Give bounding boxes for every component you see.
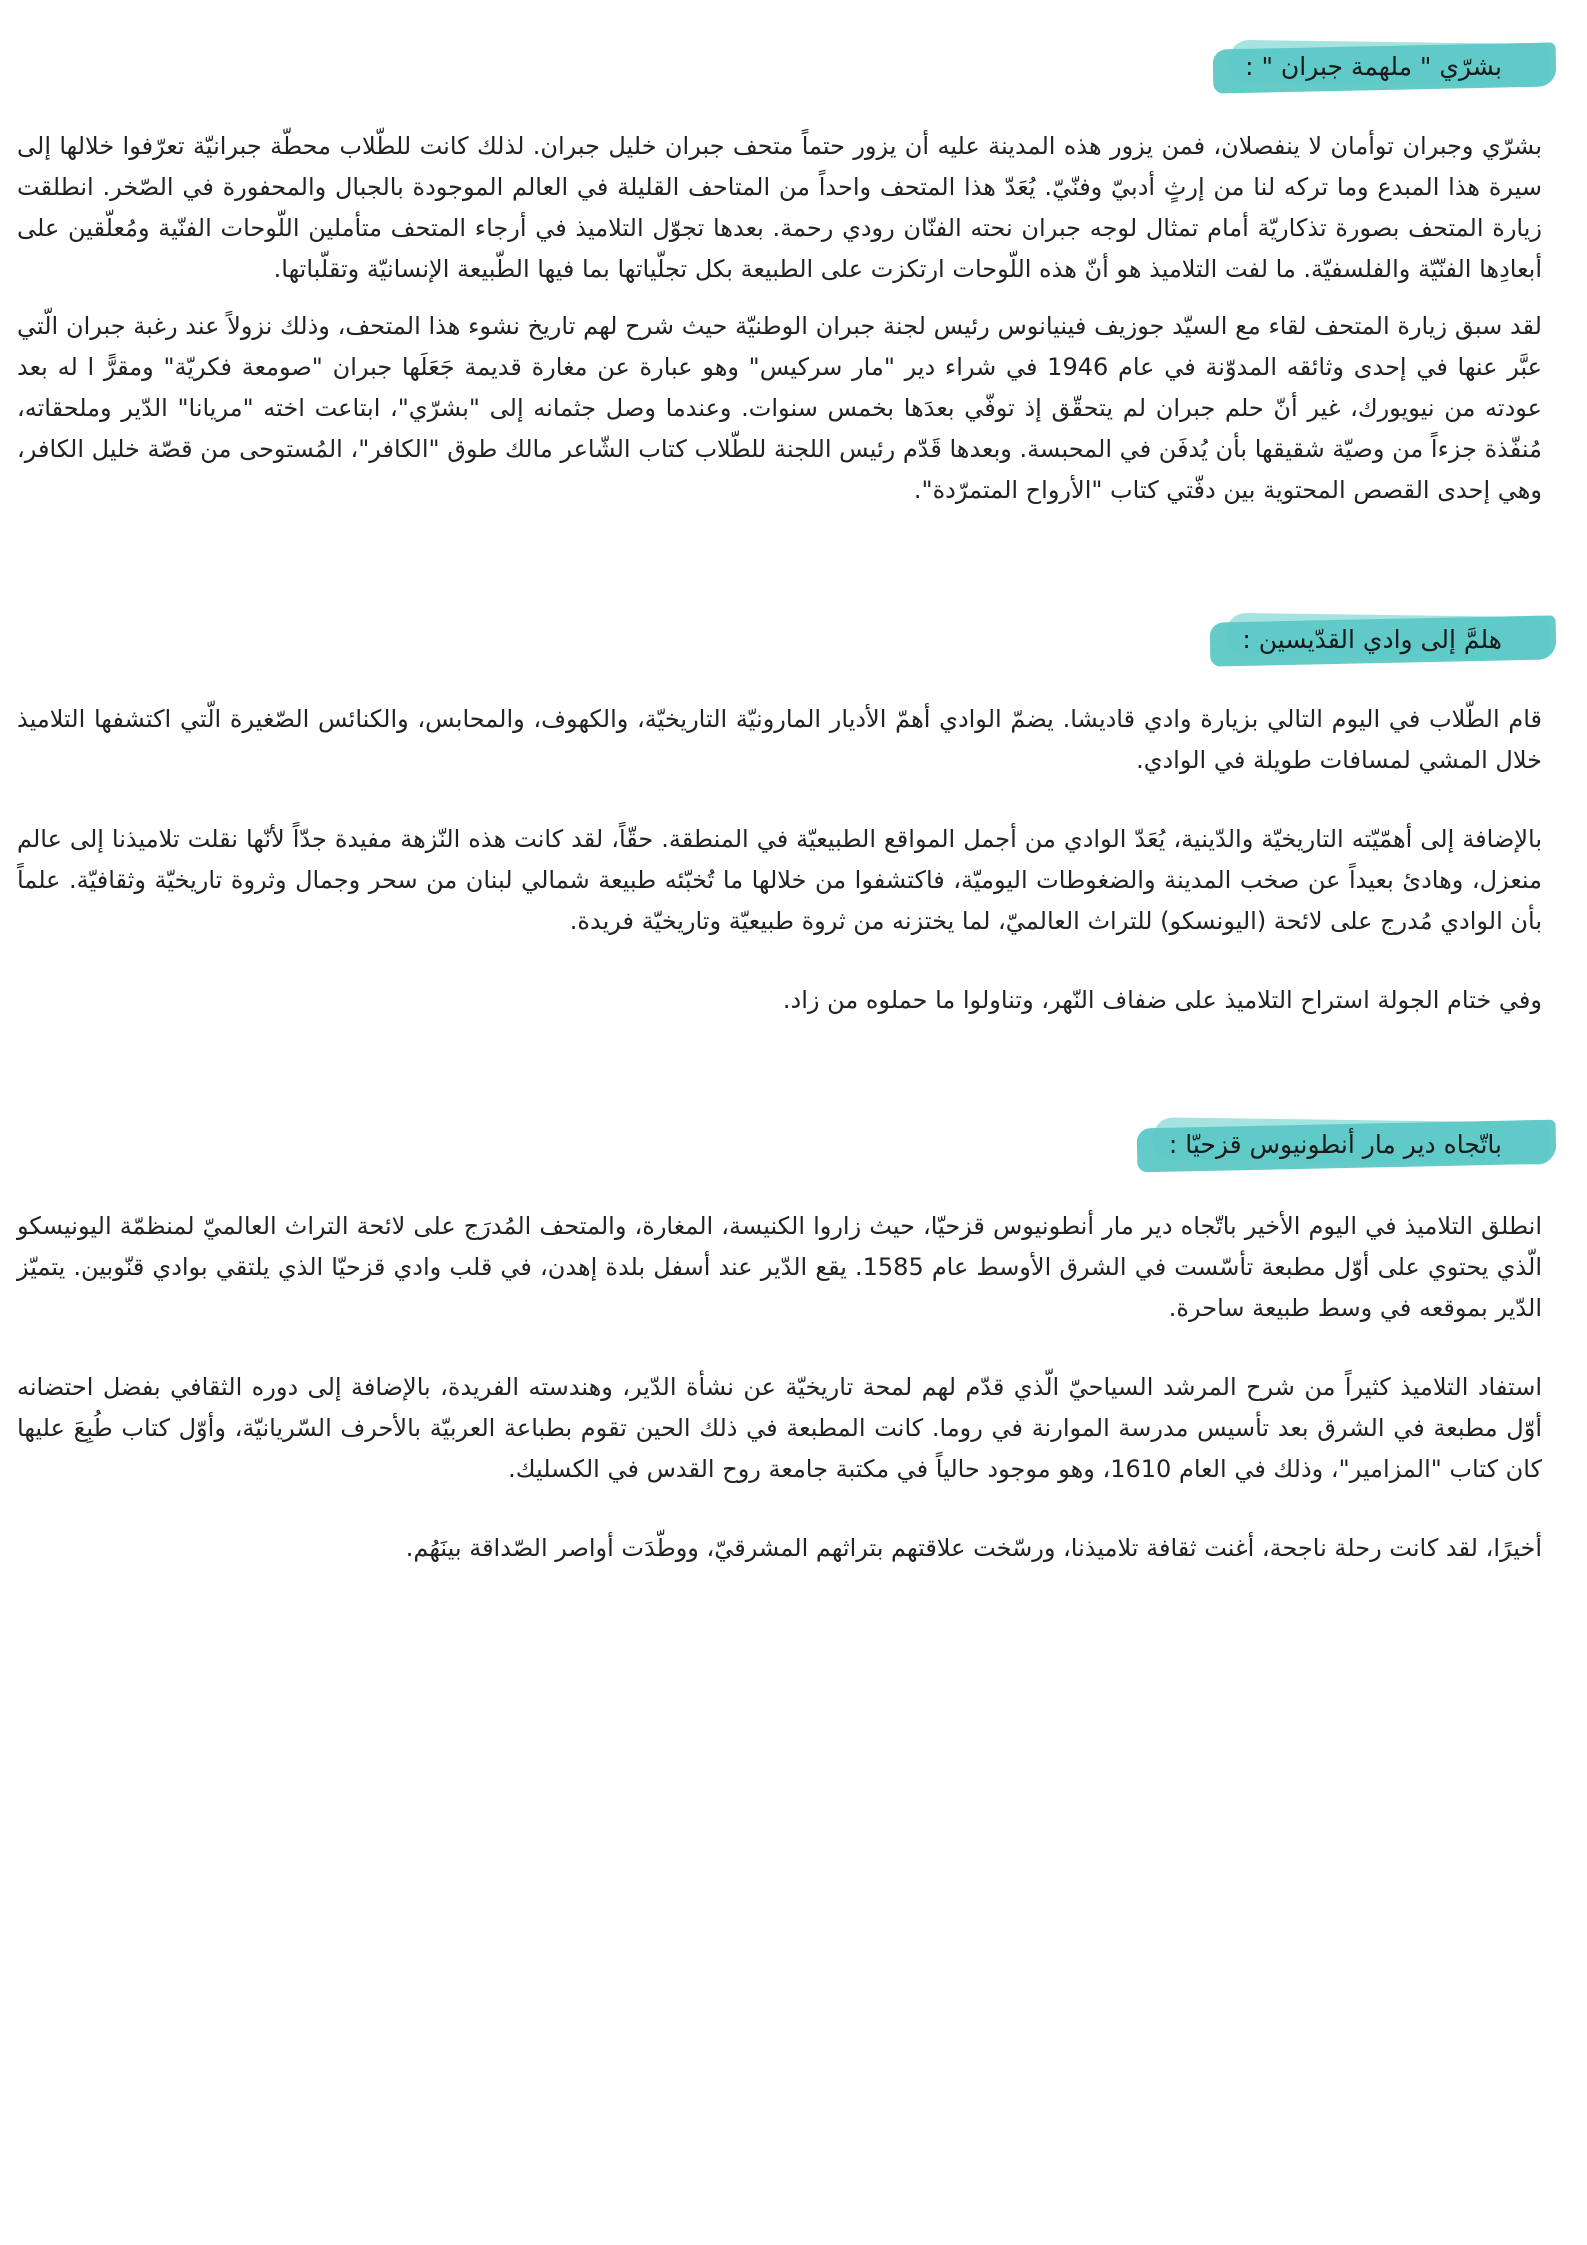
section-bsharri [17,42,1542,511]
paragraph: أخيرًا، لقد كانت رحلة ناجحة، أغنت ثقافة تلاميذنا، ورسّخت علاقتهم بتراثهم المشرقيّ، ووطّدَت أواصر الصّداقة بينَهُم. [405,1534,1542,1562]
section-qadisha [17,615,1542,1021]
paragraph: بشرّي وجبران توأمان لا ينفصلان، فمن يزور هذه المدينة عليه أن يزور حتماً متحف جبران خليل جبران. لذلك كانت للطّلاب محطّة جبرانيّة تعرّفوا خلالها إلى سيرة هذا المبدع وما تركه لنا من إرثٍ أدبيّ وفنّيّ. يُعَدّ هذا المتحف واحداً من المتاحف القليلة في العالم الموجودة بالجبال والمحفورة في الصّخر. انطلقت زيارة المتحف بصورة تذكاريّة أمام تمثال لوجه جبران نحته الفنّان رودي رحمة. بعدها تجوّل التلاميذ في أرجاء المتحف متأملين اللّوحات الفنّية ومُعلّقين على أبعادِها الفنّيّة والفلسفيّة. ما لفت التلاميذ هو أنّ هذه اللّوحات ارتكزت على الطبيعة بكل تجلّياتها بما فيها الطّبيعة الإنسانيّة وتقلّباتها. [17,132,1542,283]
paragraph: لقد سبق زيارة المتحف لقاء مع السيّد جوزيف فينيانوس رئيس لجنة جبران الوطنيّة حيث شرح لهم تاريخ نشوء هذا المتحف، وذلك نزولاً عند رغبة جبران الّتي عبَّر عنها في إحدى وثائقه المدوّنة في عام 1946 في شراء دير "مار سركيس" وهو عبارة عن مغارة قديمة جَعَلَها جبران "صومعة فكريّة" ومقرًّ ا له بعد عودته من نيويورك، غير أنّ حلم جبران لم يتحقّق إذ توفّي بعدَها بخمس سنوات. وعندما وصل جثمانه إلى "بشرّي"، ابتاعت اخته "مريانا" الدّير وملحقاته، مُنفّذة جزءاً من وصيّة شقيقها بأن يُدفَن في المحبسة. وبعدها قَدّم رئيس اللجنة للطّلاب كتاب الشّاعر مالك طوق "الكافر"، المُستوحى من قصّة خليل الكافر، وهي إحدى القصص المحتوية بين دفّتي كتاب "الأرواح المتمرّدة". [17,312,1543,504]
section-heading: هلمَّ إلى وادي القدّيسين : [1216,615,1542,665]
paragraph: وفي ختام الجولة استراح التلاميذ على ضفاف النّهر، وتناولوا ما حملوه من زاد. [782,986,1542,1014]
section-qozhaya [17,1120,1542,1569]
section-heading: بشرّي " ملهمة جبران " : [1219,42,1542,92]
paragraph: استفاد التلاميذ كثيراً من شرح المرشد السياحيّ الّذي قدّم لهم لمحة تاريخيّة عن نشأة الدّير، وهندسته الفريدة، بالإضافة إلى دوره الثقافي بفضل احتضانه أوّل مطبعة في الشرق بعد تأسيس مدرسة الموارنة في روما. كانت المطبعة في ذلك الحين تقوم بطباعة العربيّة بالأحرف السّريانيّة، وأوّل كتاب طُبِعَ عليها كان كتاب "المزامير"، وذلك في العام 1610، وهو موجود حالياً في مكتبة جامعة روح القدس في الكسليك. [17,1373,1542,1483]
paragraph: بالإضافة إلى أهمّيّته التاريخيّة والدّينية، يُعَدّ الوادي من أجمل المواقع الطبيعيّة في المنطقة. حقّاً، لقد كانت هذه النّزهة مفيدة جدّاً لأنّها نقلت تلاميذنا إلى عالم منعزل، وهادئ بعيداً عن صخب المدينة والضغوطات اليوميّة، فاكتشفوا من خلالها ما تُخبّئه طبيعة شمالي لبنان من سحر وجمال وثروة تاريخيّة وثقافيّة. علماً بأن الوادي مُدرج على لائحة (اليونسكو) للتراث العالميّ، لما يختزنه من ثروة طبيعيّة وتاريخيّة فريدة. [17,825,1542,935]
paragraph: انطلق التلاميذ في اليوم الأخير باتّجاه دير مار أنطونيوس قزحيّا، حيث زاروا الكنيسة، المغارة، والمتحف المُدرَج على لائحة التراث العالميّ لمنظمّة اليونيسكو الّذي يحتوي على أوّل مطبعة تأسّست في الشرق الأوسط عام 1585. يقع الدّير عند أسفل بلدة إهدن، في قلب وادي قزحيّا الذي يلتقي بوادي قنّوبين. يتميّز الدّير بموقعه في وسط طبيعة ساحرة. [17,1212,1542,1322]
section-heading: باتّجاه دير مار أنطونيوس قزحيّا : [1143,1120,1542,1170]
paragraph: قام الطّلاب في اليوم التالي بزيارة وادي قاديشا. يضمّ الوادي أهمّ الأديار المارونيّة التاريخيّة، والكهوف، والمحابس، والكنائس الصّغيرة الّتي اكتشفها التلاميذ خلال المشي لمسافات طويلة في الوادي. [17,705,1542,774]
